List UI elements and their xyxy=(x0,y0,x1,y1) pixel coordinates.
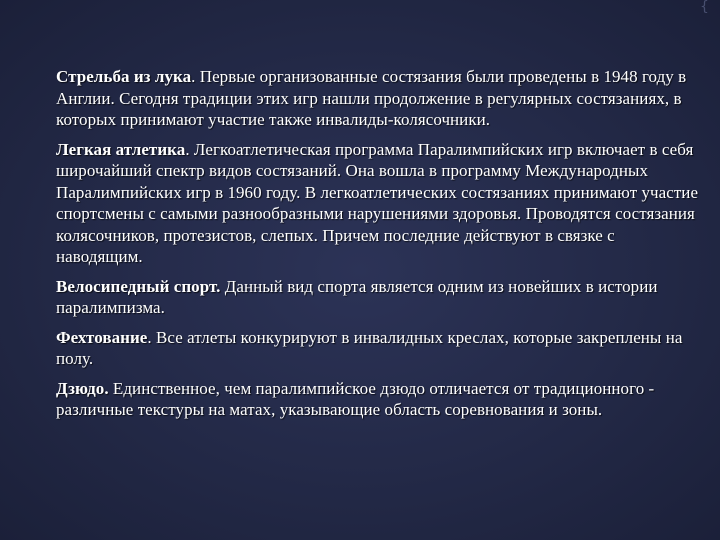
paragraph-judo xyxy=(56,378,704,421)
paragraph-text: Единственное, чем паралимпийское дзюдо отличается от традиционного - различные текстуры на матах, указывающие область соревнования и зоны. xyxy=(56,378,655,419)
paragraph-archery xyxy=(56,66,704,131)
paragraph-term: Фехтование xyxy=(56,327,148,347)
paragraph-text: . Первые организованные состязания были проведены в 1948 году в Англии. Сегодня традиции этих игр нашли продолжение в регулярных состязаниях, в которых принимают участие также инвалиды-колясочники. xyxy=(56,67,687,129)
paragraph-text: . Все атлеты конкурируют в инвалидных креслах, которые закреплены на полу. xyxy=(56,327,683,368)
slide-body xyxy=(56,66,704,429)
paragraph-term: Дзюдо. xyxy=(56,378,109,398)
paragraph-text: Данный вид спорта является одним из новейших в истории паралимпизма. xyxy=(56,276,658,317)
paragraph-term: Легкая атлетика xyxy=(56,139,186,159)
paragraph-fencing xyxy=(56,327,704,370)
paragraph-athletics xyxy=(56,139,704,268)
paragraph-cycling xyxy=(56,276,704,319)
paragraph-text: . Легкоатлетическая программа Паралимпийских игр включает в себя широчайший спектр видов состязаний. Она вошла в программу Международных Паралимпийских игр в 1960 году. В легкоатлетических состязаниях принимают участие спортсмены с самыми разнообразными нарушениями здоровья. Проводятся состязания колясочников, протезистов, слепых. Причем последние действуют в связке с наводящим. xyxy=(56,139,699,266)
paragraph-term: Стрельба из лука xyxy=(56,67,192,86)
corner-decoration-icon: { xyxy=(700,0,709,15)
paragraph-term: Велосипедный спорт. xyxy=(56,276,221,296)
